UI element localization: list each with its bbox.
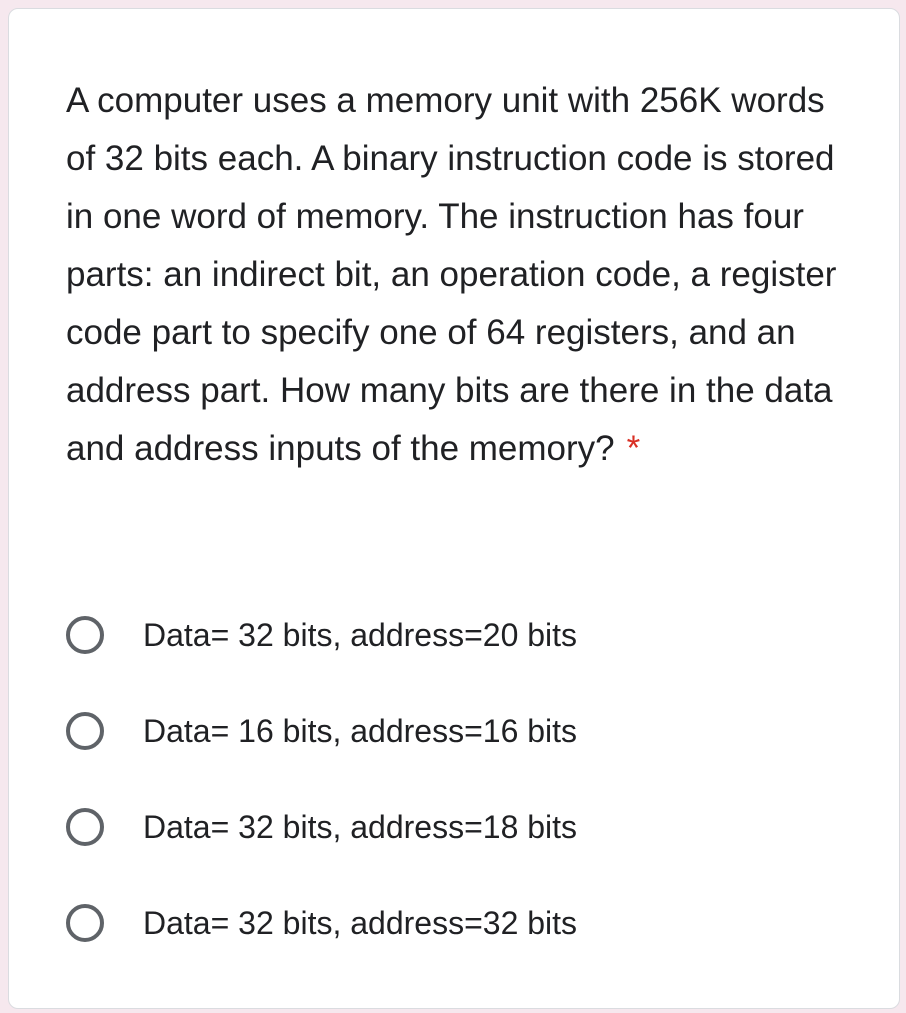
radio-button[interactable] [66, 616, 104, 654]
radio-button[interactable] [66, 904, 104, 942]
question-card [8, 8, 900, 1009]
required-marker: * [626, 429, 641, 468]
question-label: A computer uses a memory unit with 256K words of 32 bits each. A binary instruction code is stored in one word of memory. The instruction has four parts: an indirect bit, an operation code, a register code part to specify one of 64 registers, and an address part. How many bits are there in the data and address inputs of the memory? [66, 81, 837, 468]
option-label: Data= 32 bits, address=18 bits [143, 808, 578, 845]
option-3[interactable] [66, 779, 846, 875]
options-list [66, 587, 846, 971]
option-1[interactable] [66, 587, 846, 683]
question-text [66, 72, 856, 478]
option-label: Data= 16 bits, address=16 bits [143, 712, 578, 749]
radio-button[interactable] [66, 712, 104, 750]
radio-button[interactable] [66, 808, 104, 846]
option-label: Data= 32 bits, address=32 bits [143, 904, 578, 941]
option-2[interactable] [66, 683, 846, 779]
option-4[interactable] [66, 875, 846, 971]
option-label: Data= 32 bits, address=20 bits [143, 616, 578, 653]
